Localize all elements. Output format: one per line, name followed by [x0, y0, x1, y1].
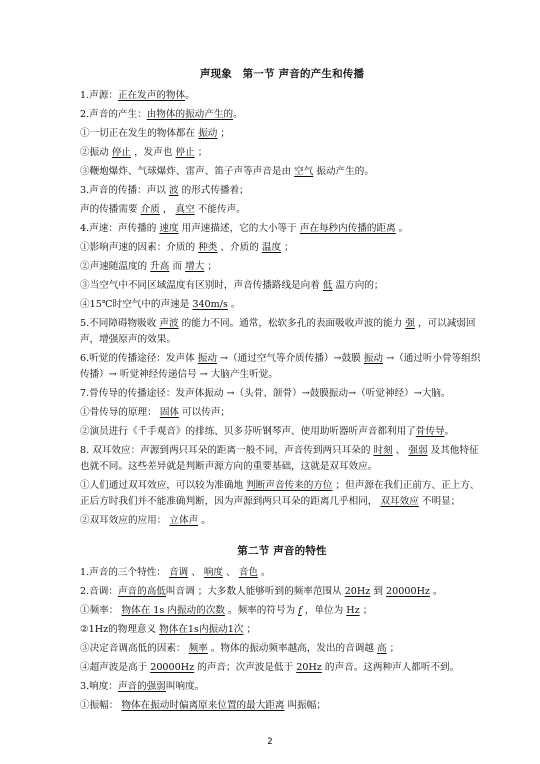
text: ①一切正在发生的物体都在: [80, 128, 199, 139]
answer: 升高: [150, 261, 170, 272]
answer: 物体在振动时偏离原来位置的最大距离: [121, 700, 285, 711]
answer: 增大: [185, 261, 205, 272]
answer: 真空: [175, 204, 195, 215]
text: ②声速随温度的: [80, 261, 151, 272]
answer: 20Hz: [296, 662, 322, 673]
page-number: 2: [267, 737, 273, 747]
text: ；: [386, 643, 400, 654]
text: ；但声源在我们正前方、正上方、正后方时我们并不能准确判断，因为声源到两只耳朵的距离几乎相同，: [80, 480, 480, 507]
answer: 骨传导: [415, 426, 445, 437]
answer: 340m/s: [192, 299, 228, 310]
text: 2.声音的产生：: [80, 109, 147, 120]
text: 1.声音的三个特性：: [80, 567, 169, 578]
text: 。: [233, 109, 243, 120]
text: ③鞭炮爆炸、气球爆炸、雷声、笛子声等声音是由: [80, 166, 295, 177]
text: ；: [217, 128, 231, 139]
answer: 强: [405, 318, 415, 329]
text: 。物体的振动频率越高，发出的音调越: [207, 643, 377, 654]
text: 叫响度。: [165, 681, 205, 692]
text: 可以传声；: [179, 407, 231, 418]
line-amplitude: [80, 698, 484, 714]
text: ，发声也: [131, 147, 176, 158]
text: ①人们通过双耳效应，可以较为准确地: [80, 480, 247, 491]
answer: 介质: [140, 204, 160, 215]
text: 、: [392, 445, 409, 456]
text: 的声音；次声波是低于: [194, 662, 297, 673]
answer: 频率: [188, 643, 208, 654]
line-vibrating: [80, 126, 484, 142]
answer: 速度: [159, 223, 179, 234]
text: 温方向的；: [332, 280, 384, 291]
text: ③决定音调高低的因素：: [80, 643, 189, 654]
answer: 音调: [168, 567, 189, 578]
answer: 声波: [159, 318, 179, 329]
line-ultrasound: [80, 660, 484, 676]
line-speed-factors: [80, 240, 484, 256]
answer: 声音的高低: [117, 586, 166, 597]
answer: 停止: [111, 147, 132, 158]
line-bone-principle: [80, 405, 484, 421]
answer: 振动: [363, 353, 384, 364]
text: 1.声源：: [80, 90, 118, 101]
answer: 响度: [203, 567, 224, 578]
line-340: [80, 297, 484, 313]
text: ②1Hz的物理意义: [80, 624, 160, 635]
answer: 声在每秒内传播的距离: [299, 223, 396, 234]
line-pitch-factor: [80, 641, 484, 657]
answer: 20000Hz: [386, 586, 430, 597]
text: 及其他特征也就不同。这些差异就是判断声源方向的重要基础，这就是双耳效应。: [80, 445, 479, 472]
para-binaural-direction: [80, 478, 484, 510]
text: ③当空气中不同区域温度有区别时，声音传播路线是向着: [80, 280, 323, 291]
text: 到: [370, 586, 387, 597]
text: 而: [169, 261, 186, 272]
text: 用声速描述，它的大小等于: [178, 223, 300, 234]
answer: 双耳效应: [380, 496, 419, 507]
text: ④超声波是高于: [80, 662, 151, 673]
answer: 物体在 1s 内振动的次数: [121, 605, 225, 616]
section1-title: 声现象 第一节 声音的产生和传播: [199, 68, 365, 80]
line-wave: [80, 183, 484, 199]
text: 。频率的符号为: [224, 605, 299, 616]
text: →（通过空气等介质传播）→鼓膜: [216, 353, 364, 364]
line-sound-source: [80, 88, 484, 104]
text: 振动产生的。: [313, 166, 374, 177]
text: 不能传声。: [194, 204, 246, 215]
text: ；: [204, 261, 217, 272]
answer: 波: [168, 185, 179, 196]
para-hearing-path: [80, 351, 484, 383]
answer: 声音的强弱: [117, 681, 166, 692]
text: ②双耳效应的应用：: [80, 515, 170, 526]
text: ，可以减弱回声，增强原声的效果。: [80, 318, 476, 345]
text: ①频率：: [80, 605, 122, 616]
text: 的形式传播着；: [178, 185, 249, 196]
text: 7.骨传导的传播途径：发声体振动 →（头骨、颌骨）→鼓膜振动→（听觉神经）→大脑。: [80, 388, 451, 399]
answer: 振动: [197, 353, 217, 364]
text: 、: [188, 567, 204, 578]
text: ②演员进行《千手观音》的排练、贝多芬听钢琴声、使用助听器听声音都利用了: [80, 426, 416, 437]
answer: 温度: [261, 242, 282, 253]
text: 。: [444, 426, 455, 437]
answer: 时刻: [373, 445, 393, 456]
line-1hz: [80, 622, 484, 638]
line-binaural-app: [80, 513, 484, 529]
answer: 判断声音传来的方位: [246, 480, 333, 491]
answer: 空气: [294, 166, 314, 177]
line-temperature: [80, 259, 484, 275]
text: 叫振幅；: [284, 700, 326, 711]
line-stop: [80, 145, 484, 161]
answer: 强弱: [408, 445, 428, 456]
text: ②振动: [80, 147, 112, 158]
section2-title: 第二节 声音的特性: [237, 545, 327, 557]
line-speed: [80, 221, 484, 237]
line-sound-production: [80, 107, 484, 123]
answer: 物体在1s内振动1次: [159, 624, 244, 635]
text: 4.声速：声传播的: [80, 223, 160, 234]
text: 。: [198, 515, 211, 526]
answer: 固体: [159, 407, 179, 418]
para-binaural: [80, 443, 484, 475]
text: ；: [243, 624, 257, 635]
answer: 20000Hz: [150, 662, 195, 673]
para-absorb: [80, 316, 484, 348]
answer: 音色: [238, 567, 258, 578]
text: →（通过听小骨等组织传播）→ 听觉神经传递信号 → 大脑产生听觉。: [80, 353, 481, 380]
answer: 正在发声的物体: [117, 90, 186, 101]
text: 。: [257, 567, 271, 578]
line-three-features: [80, 565, 484, 581]
para-bone-conduction: [80, 386, 484, 402]
answer: 低: [322, 280, 333, 291]
line-air: [80, 164, 484, 180]
answer: 立体声: [169, 515, 199, 526]
answer: 振动: [198, 128, 218, 139]
line-bone-examples: [80, 424, 484, 440]
text: ，单位为: [301, 605, 347, 616]
text: ；: [194, 147, 208, 158]
text: 、介质的: [217, 242, 262, 253]
text: 。: [227, 299, 241, 310]
line-low-temp: [80, 278, 484, 294]
text: 、: [223, 567, 239, 578]
line-pitch: [80, 584, 484, 600]
text: 。: [430, 586, 443, 597]
text: 的声音。这两种声人都听不到。: [321, 662, 460, 673]
text: ④15℃时空气中的声速是: [80, 299, 193, 310]
line-medium: [80, 202, 484, 218]
text: 8. 双耳效应：声源到两只耳朵的距离一般不同，声音传到两只耳朵的: [80, 445, 374, 456]
text: 不明显；: [418, 496, 461, 507]
answer: Hz: [346, 605, 360, 616]
text: 的能力不同。通常，松软多孔的表面吸收声波的能力: [178, 318, 406, 329]
text: ①影响声速的因素：介质的: [80, 242, 199, 253]
text: 6.听觉的传播途径：发声体: [80, 353, 198, 364]
answer: 高: [376, 643, 387, 654]
text: ；: [281, 242, 294, 253]
text: ①骨传导的原理：: [80, 407, 160, 418]
text: 3.声音的传播：声以: [80, 185, 169, 196]
text: ；: [359, 605, 373, 616]
text: ①振幅：: [80, 700, 122, 711]
line-frequency: [80, 603, 484, 619]
answer: 停止: [175, 147, 195, 158]
text: 声的传播需要: [80, 204, 141, 215]
answer: 由物体的振动产生的: [146, 109, 234, 120]
text: 2.音调：: [80, 586, 118, 597]
answer: 种类: [198, 242, 218, 253]
answer: 20Hz: [344, 586, 371, 597]
text: 。: [395, 223, 409, 234]
text: 叫音调 ；大多数人能够听到的频率范围从: [165, 586, 345, 597]
text: 。: [185, 90, 195, 101]
text: ，: [159, 204, 176, 215]
text: 5.不同障碍物吸收: [80, 318, 160, 329]
answer: f: [298, 605, 302, 616]
text: 3.响度：: [80, 681, 118, 692]
line-loudness: [80, 679, 484, 695]
